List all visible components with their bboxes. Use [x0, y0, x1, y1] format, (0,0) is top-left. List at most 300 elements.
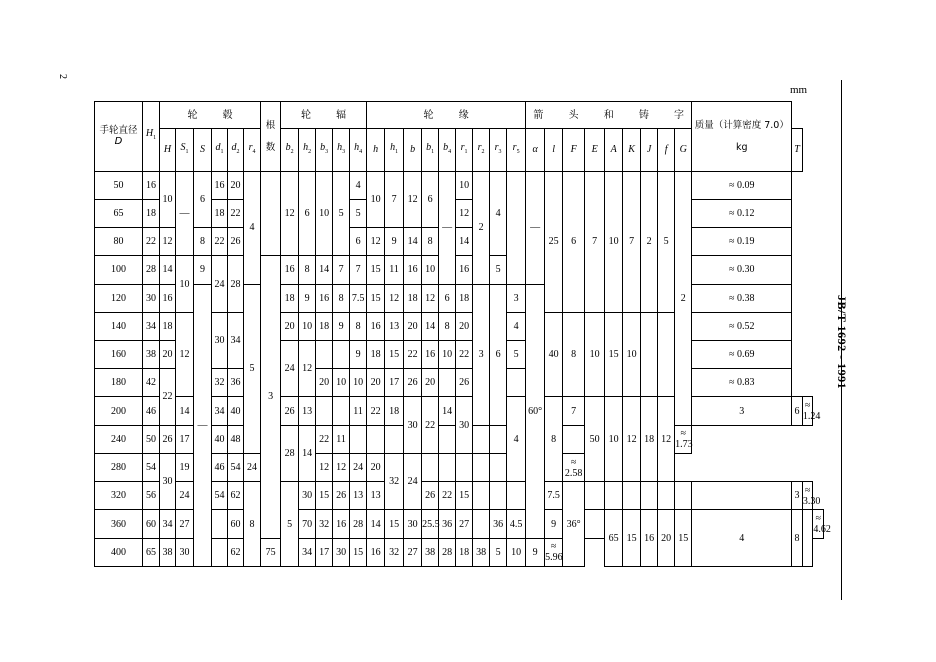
- cell: 60: [228, 510, 244, 538]
- cell: 20: [316, 369, 333, 397]
- cell: 12: [422, 284, 439, 312]
- cell-mass: ≈ 0.52: [692, 312, 792, 340]
- cell: 25.5: [422, 510, 439, 538]
- cell: 34: [160, 510, 176, 538]
- cell: 15: [605, 312, 623, 397]
- cell: 6: [439, 284, 456, 312]
- cell: 5: [350, 199, 367, 227]
- cell: 3: [507, 284, 526, 312]
- cell: 12: [333, 453, 350, 481]
- cell: 24: [350, 453, 367, 481]
- cell-mass: ≈ 0.12: [692, 199, 792, 227]
- cell: 8: [350, 312, 367, 340]
- spoke-group-header: 轮 辐: [281, 102, 367, 129]
- cell: 36: [439, 510, 456, 538]
- cell: 12: [281, 171, 299, 256]
- cell: [385, 425, 404, 453]
- cell: 9: [385, 228, 404, 256]
- cell: 24: [212, 256, 228, 312]
- standard-code: JB/T 1692 - 1991: [835, 295, 849, 390]
- cell: 18: [160, 312, 176, 340]
- col-r4: $r_4$: [244, 129, 261, 171]
- cell: 15: [367, 256, 385, 284]
- cell: 8: [299, 256, 316, 284]
- cell: [605, 482, 623, 510]
- cell: 16: [333, 510, 350, 538]
- cell-D: 120: [95, 284, 143, 312]
- cell: 4: [350, 171, 367, 199]
- cell: 8: [439, 312, 456, 340]
- cell: 60°: [526, 284, 545, 538]
- col-d2: $d_2$: [228, 129, 244, 171]
- cell: 14: [456, 228, 473, 256]
- cell: 12: [160, 228, 176, 256]
- cell: 6: [422, 171, 439, 227]
- cell: [316, 397, 333, 425]
- cell: 24: [404, 453, 422, 509]
- cell: 22: [228, 199, 244, 227]
- cell: 9: [545, 510, 563, 538]
- cell: 16: [316, 284, 333, 312]
- col-K: K: [623, 129, 641, 171]
- cell: 5: [333, 171, 350, 256]
- cell: 12: [658, 397, 675, 482]
- cell: [350, 425, 367, 453]
- cell: 38: [143, 340, 160, 368]
- cell: 3: [261, 256, 281, 538]
- cell: 27: [456, 510, 473, 538]
- cell: 22: [367, 397, 385, 425]
- cell: 10: [333, 369, 350, 397]
- cell: 10: [623, 312, 641, 397]
- cell: 5: [507, 340, 526, 368]
- cell: [585, 510, 605, 538]
- cell: [473, 453, 490, 481]
- cell: 13: [299, 397, 316, 425]
- cell: [473, 482, 490, 510]
- cell: 10: [507, 538, 526, 566]
- cell: 17: [316, 538, 333, 566]
- cell: 18: [281, 284, 299, 312]
- cell-mass: ≈ 5.96: [545, 538, 563, 566]
- cell: 18: [456, 284, 473, 312]
- cell: 8: [545, 397, 563, 482]
- cell: 14: [404, 228, 422, 256]
- cell: 34: [143, 312, 160, 340]
- cell: 16: [281, 256, 299, 284]
- rim-group-header: 轮 缘: [367, 102, 526, 129]
- cell: 12: [404, 171, 422, 227]
- cell: 28: [143, 256, 160, 284]
- cell: 7: [333, 256, 350, 284]
- cell: 10: [439, 340, 456, 368]
- cell: 15: [675, 510, 692, 567]
- cell: 20: [160, 340, 176, 368]
- cell: 26: [422, 482, 439, 510]
- cell: 10: [422, 256, 439, 284]
- cell: [367, 425, 385, 453]
- cell: 70: [299, 510, 316, 538]
- cell: 60: [143, 510, 160, 538]
- cell: 15: [456, 482, 473, 510]
- cell: 38: [473, 538, 490, 566]
- cell: 16: [404, 256, 422, 284]
- cell: 12: [385, 284, 404, 312]
- cell: [439, 425, 456, 453]
- cell: 32: [385, 538, 404, 566]
- cell: [623, 482, 641, 510]
- cell: [473, 510, 490, 538]
- cell: 8: [333, 284, 350, 312]
- cell-mass: ≈ 0.83: [692, 369, 792, 397]
- cell: 18: [316, 312, 333, 340]
- cell: [439, 369, 456, 397]
- cell: 20: [367, 369, 385, 397]
- cell: 11: [333, 425, 350, 453]
- cell: 24: [244, 453, 261, 481]
- unit-label: mm: [790, 84, 808, 96]
- cell: 3: [692, 397, 792, 425]
- cell: 56: [143, 482, 160, 510]
- cell: 3: [792, 482, 803, 510]
- cell: 12: [623, 397, 641, 482]
- col-h1: $h_1$: [385, 129, 404, 171]
- cell: 14: [439, 397, 456, 425]
- cell: 22: [422, 397, 439, 453]
- cell: 7.5: [350, 284, 367, 312]
- cell: 4: [244, 171, 261, 284]
- cell: 20: [422, 369, 439, 397]
- cell: [802, 510, 813, 567]
- cell: 10: [160, 171, 176, 227]
- cell: 32: [316, 510, 333, 538]
- page-number: 2: [57, 74, 68, 79]
- cell: 6: [563, 171, 585, 312]
- cell: 9: [526, 538, 545, 566]
- cell: 16: [367, 538, 385, 566]
- cell: 13: [385, 312, 404, 340]
- cell: 6: [350, 228, 367, 256]
- cell: [585, 482, 605, 510]
- cell: 46: [212, 453, 228, 481]
- cell: 14: [176, 397, 194, 425]
- cell: 20: [404, 312, 422, 340]
- cell: 19: [176, 453, 194, 481]
- cell: [675, 482, 692, 510]
- col-b3: $b_3$: [316, 129, 333, 171]
- cell: 10: [605, 397, 623, 482]
- cell: 2: [641, 171, 658, 312]
- cell-mass: ≈ 4.62: [813, 510, 824, 538]
- cell: 5: [658, 171, 675, 312]
- cell: 9: [350, 340, 367, 368]
- cell: 15: [623, 510, 641, 567]
- cell: 10: [316, 171, 333, 256]
- cell: 16: [160, 284, 176, 312]
- cell: 20: [456, 312, 473, 340]
- cell: 20: [367, 453, 385, 481]
- cell: 24: [281, 340, 299, 396]
- cell: [422, 453, 439, 481]
- col-h4: $h_4$: [350, 129, 367, 171]
- cell: [212, 538, 228, 566]
- cell: 28: [281, 425, 299, 481]
- cell-D: 65: [95, 199, 143, 227]
- cell: [490, 453, 507, 481]
- col-b: b: [404, 129, 422, 171]
- cell: 2: [675, 171, 692, 425]
- table-row: [95, 171, 824, 199]
- cell: 12: [176, 312, 194, 397]
- cell-mass: ≈ 1.73: [675, 425, 692, 453]
- cell-mass: ≈ 3.30: [802, 482, 813, 510]
- cell: 28: [439, 538, 456, 566]
- cell-D: 140: [95, 312, 143, 340]
- cell: 16: [143, 171, 160, 199]
- cell-mass: ≈ 0.19: [692, 228, 792, 256]
- col-b4: $b_4$: [439, 129, 456, 171]
- cell: 42: [143, 369, 160, 397]
- cell-D: 280: [95, 453, 143, 481]
- col-b2: $b_2$: [281, 129, 299, 171]
- cell-D: 180: [95, 369, 143, 397]
- col-l: l: [545, 129, 563, 171]
- cell: 9: [299, 284, 316, 312]
- cell: 34: [228, 312, 244, 368]
- col-S1: $S_1$: [176, 129, 194, 171]
- cell: 6: [299, 171, 316, 256]
- cell: 25: [545, 171, 563, 312]
- cell: 15: [367, 284, 385, 312]
- cell: [333, 397, 350, 425]
- cell: 8: [244, 482, 261, 567]
- cell-D: 360: [95, 510, 143, 538]
- table-row: [95, 228, 824, 256]
- col-G: G: [675, 129, 692, 171]
- cell: 12: [367, 228, 385, 256]
- cell: 16: [456, 256, 473, 284]
- h1-header: $H_1$: [143, 102, 160, 172]
- col-d1: $d_1$: [212, 129, 228, 171]
- cell: 22: [316, 425, 333, 453]
- cell: 65: [605, 510, 623, 567]
- cell-D: 80: [95, 228, 143, 256]
- cell: 26: [404, 369, 422, 397]
- cell: 4.5: [507, 510, 526, 538]
- cell: 36: [490, 510, 507, 538]
- col-r1: $r_1$: [456, 129, 473, 171]
- cell: 20: [228, 171, 244, 199]
- col-r5: $r_5$: [507, 129, 526, 171]
- col-H: H: [160, 129, 176, 171]
- cell: 7: [563, 397, 585, 425]
- cell: 36: [228, 369, 244, 397]
- cell: 50: [143, 425, 160, 453]
- cell: [641, 482, 658, 510]
- cell: 26: [160, 425, 176, 453]
- cell: 5: [490, 256, 507, 284]
- hub-group-header: 轮 毂: [160, 102, 261, 129]
- cell: 18: [456, 538, 473, 566]
- cell: 5: [244, 284, 261, 453]
- cell: 22: [212, 228, 228, 256]
- handwheel-dimension-table: [94, 101, 831, 567]
- cell: [658, 482, 675, 510]
- cell: 54: [228, 453, 244, 481]
- cell: 38: [422, 538, 439, 566]
- cell: 26: [333, 482, 350, 510]
- cell-D: 50: [95, 171, 143, 199]
- cell: 15: [385, 340, 404, 368]
- cell: 40: [545, 312, 563, 397]
- cell: 18: [385, 397, 404, 425]
- cell: 24: [176, 482, 194, 510]
- cell: 14: [422, 312, 439, 340]
- cell: [563, 425, 585, 453]
- col-r2: $r_2$: [473, 129, 490, 171]
- cell: 30: [176, 538, 194, 566]
- cell: 20: [281, 312, 299, 340]
- cell-mass: ≈ 2.58: [563, 453, 585, 481]
- cell: [490, 425, 507, 453]
- cell: 3: [473, 284, 490, 425]
- cell-D: 320: [95, 482, 143, 510]
- cell: 11: [385, 256, 404, 284]
- cell: 6: [490, 284, 507, 425]
- cell: [658, 312, 675, 397]
- cell: 8: [792, 510, 803, 567]
- cell: 5: [281, 482, 299, 567]
- cell: 12: [456, 199, 473, 227]
- cell: 30: [212, 312, 228, 368]
- cell: 14: [299, 425, 316, 481]
- cell: 4: [490, 171, 507, 256]
- cell-D: 160: [95, 340, 143, 368]
- cell: 15: [350, 538, 367, 566]
- col-f: f: [658, 129, 675, 171]
- cell: [641, 312, 658, 397]
- cell: 15: [385, 510, 404, 538]
- cell: [507, 482, 526, 510]
- cell: 4: [692, 510, 792, 567]
- cell: 32: [385, 453, 404, 509]
- cell: 5: [490, 538, 507, 566]
- diameter-header: 手轮直径 D: [95, 102, 143, 172]
- cell: 6: [194, 171, 212, 227]
- cell: 17: [176, 425, 194, 453]
- cell: [507, 369, 526, 397]
- cell: 9: [333, 312, 350, 340]
- cell: [473, 425, 490, 453]
- col-S: S: [194, 129, 212, 171]
- cell: 30: [404, 397, 422, 453]
- cell: 30: [160, 453, 176, 509]
- cell: 7: [585, 171, 605, 312]
- cell: [261, 171, 281, 256]
- cell: 14: [316, 256, 333, 284]
- col-r3: $r_3$: [490, 129, 507, 171]
- cell-mass: ≈ 0.38: [692, 284, 792, 312]
- cell: —: [176, 171, 194, 256]
- cell: 26: [456, 369, 473, 397]
- cell-mass: ≈ 0.09: [692, 171, 792, 199]
- table-row: [95, 256, 824, 284]
- cell: 34: [299, 538, 316, 566]
- cell: 9: [194, 256, 212, 284]
- cell: 26: [228, 228, 244, 256]
- cell: 11: [350, 397, 367, 425]
- cell-D: 200: [95, 397, 143, 425]
- cell: 18: [212, 199, 228, 227]
- cell: 62: [228, 482, 244, 510]
- col-h2: $h_2$: [299, 129, 316, 171]
- cell: 22: [456, 340, 473, 368]
- cell: 7: [350, 256, 367, 284]
- cell: 30: [333, 538, 350, 566]
- cell: 7: [385, 171, 404, 227]
- cell: 16: [422, 340, 439, 368]
- cell: [212, 510, 228, 538]
- cell: 2: [473, 171, 490, 284]
- cell: 30: [143, 284, 160, 312]
- cell: 16: [641, 510, 658, 567]
- cell: [507, 171, 526, 284]
- cell: 32: [212, 369, 228, 397]
- cell: 18: [143, 199, 160, 227]
- cell: 4: [507, 312, 526, 340]
- cell: 8: [194, 228, 212, 256]
- col-E: E: [585, 129, 605, 171]
- col-h3: $h_3$: [333, 129, 350, 171]
- cell: —: [439, 171, 456, 284]
- cell: 14: [160, 256, 176, 284]
- col-T: T: [792, 129, 803, 171]
- cell: 16: [212, 171, 228, 199]
- cell-D: 240: [95, 425, 143, 453]
- cell: 10: [176, 256, 194, 312]
- cell: 20: [658, 510, 675, 567]
- cell: [490, 482, 507, 510]
- cell: —: [194, 284, 212, 566]
- cell: 22: [143, 228, 160, 256]
- cell: 12: [316, 453, 333, 481]
- cell: 50: [585, 397, 605, 482]
- col-b1: $b_1$: [422, 129, 439, 171]
- cell: [692, 482, 792, 510]
- cell: 40: [212, 425, 228, 453]
- cell: 15: [316, 482, 333, 510]
- cell: 28: [228, 256, 244, 312]
- col-J: J: [641, 129, 658, 171]
- cell: 22: [160, 369, 176, 425]
- cell: 10: [299, 312, 316, 340]
- cell: 4: [507, 397, 526, 482]
- cell: 26: [281, 397, 299, 425]
- col-F: F: [563, 129, 585, 171]
- cell: 16: [367, 312, 385, 340]
- cell: 8: [563, 312, 585, 397]
- cell: 10: [605, 171, 623, 312]
- cell: 18: [367, 340, 385, 368]
- cell: 13: [350, 482, 367, 510]
- cell: 54: [212, 482, 228, 510]
- cell: 75: [261, 538, 281, 566]
- cell: 10: [585, 312, 605, 397]
- cell: 12: [299, 340, 316, 396]
- cell: 48: [228, 425, 244, 453]
- cell: 18: [404, 284, 422, 312]
- cell: [439, 453, 456, 481]
